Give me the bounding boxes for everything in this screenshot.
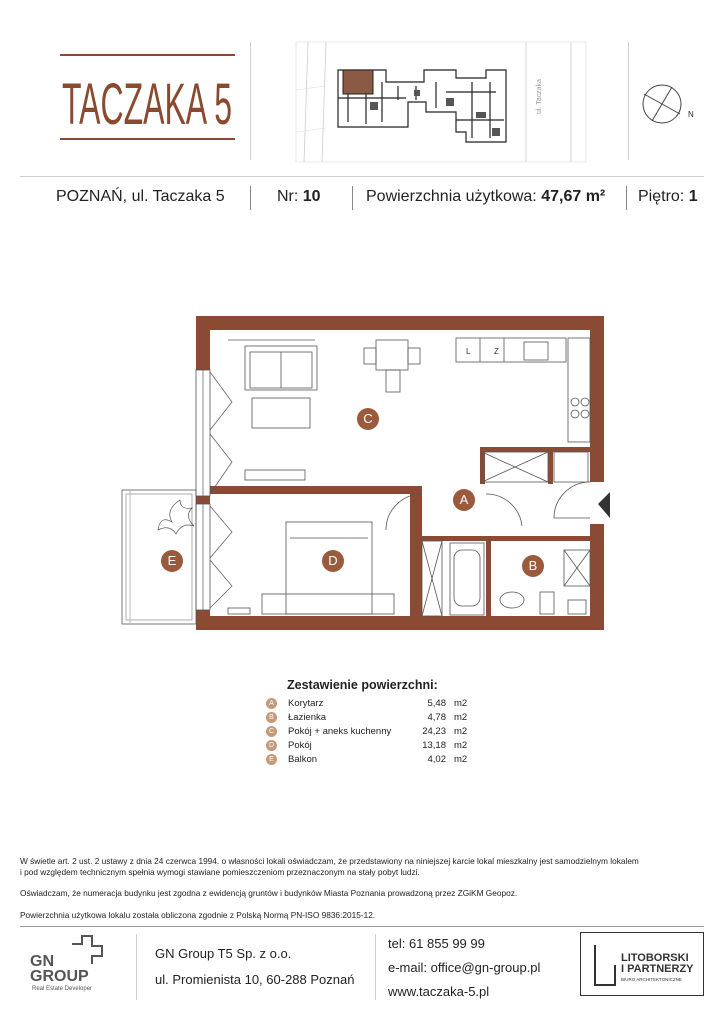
- south-wall: [196, 616, 604, 630]
- kitchen-label-z: Z: [494, 347, 499, 356]
- legal-note-3: Powierzchnia użytkowa lokalu została obliczona zgodnie z Polską Normą PN-ISO 9836:2015-12.: [20, 910, 376, 920]
- website-link[interactable]: www.taczaka-5.pl: [388, 984, 490, 999]
- compass-icon: [640, 80, 700, 130]
- room-badge-e: E: [161, 550, 183, 572]
- room-badge-a: A: [453, 489, 475, 511]
- interior-wall-cd: [210, 486, 422, 494]
- apartment-number: Nr: 10: [277, 188, 321, 205]
- legend-badge: A: [266, 698, 277, 709]
- company-address: ul. Promienista 10, 60-288 Poznań: [155, 972, 355, 987]
- legend-badge: D: [266, 740, 277, 751]
- project-logo: [60, 52, 235, 142]
- contact-phone[interactable]: tel: 61 855 99 99: [388, 936, 485, 951]
- site-plan: [296, 42, 586, 162]
- legal-note-1: W świetle art. 2 ust. 2 ustawy z dnia 24 czerwca 1994. o własności lokali oświadczam, że przedstawiony na niniejszej karcie lokal mieszkalny jest samodzielnym lokalem i pod względem technicznym spełnia wymogi stawiane pomieszczeniom przeznaczonym na stały pobyt ludzi.: [20, 856, 639, 877]
- company-name: GN Group T5 Sp. z o.o.: [155, 946, 292, 961]
- kitchen-label-l: L: [466, 347, 471, 356]
- legend-badge: E: [266, 754, 277, 765]
- legend-badge: C: [266, 726, 277, 737]
- compass-north: N: [688, 110, 694, 119]
- north-wall: [196, 316, 604, 330]
- architect-mark-icon: [593, 943, 617, 987]
- contact-email[interactable]: e-mail: office@gn-group.pl: [388, 960, 541, 975]
- room-badge-d: D: [322, 550, 344, 572]
- legend-badge: B: [266, 712, 277, 723]
- legend-title: Zestawienie powierzchni:: [287, 678, 438, 692]
- gn-group-logo: GN GROUP Real Estate Developer: [30, 934, 110, 998]
- room-badge-b: B: [522, 555, 544, 577]
- floor-number: Piętro: 1: [638, 188, 698, 205]
- room-badge-c: C: [357, 408, 379, 430]
- legal-note-2: Oświadczam, że numeracja budynku jest zgodna z ewidencją gruntów i budynków Miasta Poznania prowadzoną przez ZGiKM Geopoz.: [20, 888, 518, 898]
- usable-area: Powierzchnia użytkowa: 47,67 m²: [366, 188, 606, 205]
- floor-plan: [110, 310, 610, 640]
- logo-title: TACZAKA 5: [62, 72, 233, 137]
- street-label: ul. Taczaka: [536, 79, 543, 114]
- location-label: POZNAŃ, ul. Taczaka 5: [56, 188, 225, 205]
- architect-logo: LITOBORSKI I PARTNERZY BIURO ARCHITEKTONICZNE: [580, 932, 704, 996]
